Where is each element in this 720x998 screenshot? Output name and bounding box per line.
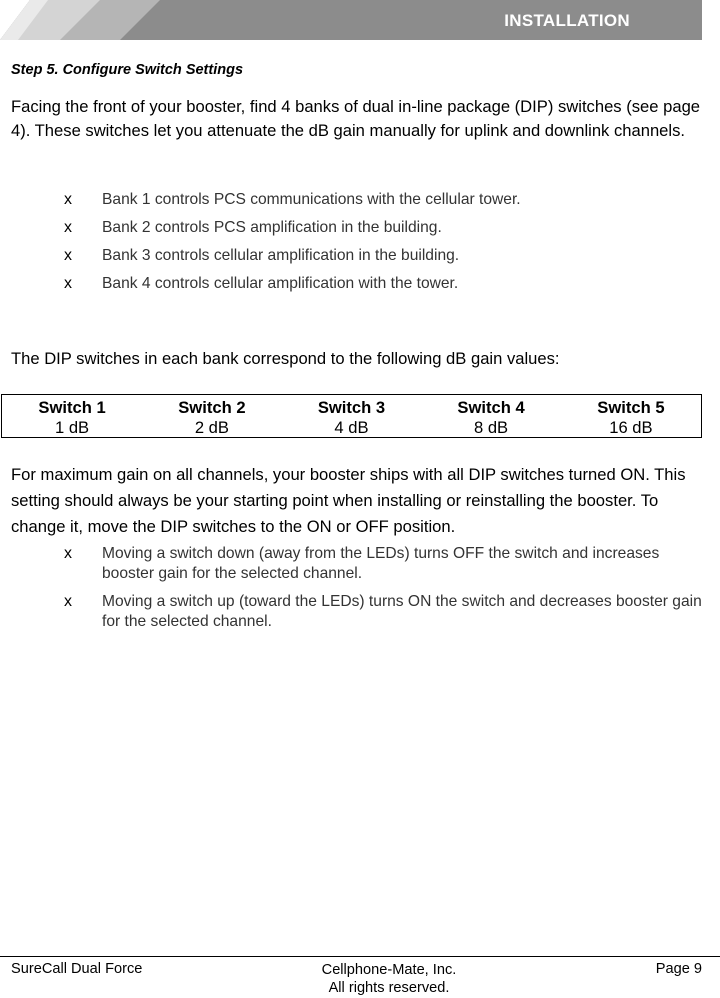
page-number: Page 9 — [655, 961, 702, 977]
table-cell: 2 dB — [194, 417, 229, 437]
list-item — [0, 218, 720, 246]
footer-company — [264, 961, 514, 997]
table-header-cell: Switch 3 — [317, 397, 386, 417]
table-cell: 4 dB — [334, 417, 369, 437]
bullet-text: Moving a switch down (away from the LEDs) turns OFF the switch and increases booster gain for the selected channel. — [102, 545, 660, 582]
table-header-row — [2, 395, 702, 418]
intro-paragraph: Facing the front of your booster, find 4 banks of dual in-line package (DIP) switches (see page 4). These switches let you attenuate the dB gain manually for uplink and downlink channels. — [11, 97, 701, 140]
bullet-mark: x — [64, 247, 72, 264]
bullet-mark: x — [64, 275, 72, 292]
step-title: Step 5. Configure Switch Settings — [11, 62, 244, 78]
footer-product: SureCall Dual Force — [11, 961, 143, 977]
table-header-cell: Switch 5 — [597, 397, 665, 417]
bullet-text: Moving a switch up (toward the LEDs) turns ON the switch and decreases booster gain for the selected channel. — [102, 593, 702, 630]
list-item — [0, 246, 720, 274]
table-intro: The DIP switches in each bank correspond to the following dB gain values: — [11, 349, 560, 368]
bullet-mark: x — [64, 545, 72, 562]
bullet-mark: x — [64, 593, 72, 610]
table-cell: 1 dB — [54, 417, 90, 437]
table-cell: 16 dB — [609, 417, 653, 437]
list-item — [0, 592, 720, 632]
bank-bullet-list — [0, 190, 720, 302]
table-header-cell: Switch 4 — [457, 397, 525, 417]
bullet-text: Bank 1 controls PCS communications with the cellular tower. — [102, 191, 521, 208]
list-item — [0, 544, 720, 584]
table-header-cell: Switch 1 — [38, 397, 106, 417]
list-item — [0, 274, 720, 302]
gain-table — [1, 394, 702, 438]
bullet-text: Bank 2 controls PCS amplification in the building. — [102, 219, 442, 236]
company-name: Cellphone-Mate, Inc. — [321, 962, 457, 978]
header-banner — [0, 0, 702, 40]
footer-divider — [0, 956, 720, 957]
switch-position-list — [0, 544, 720, 640]
list-item — [0, 190, 720, 218]
max-gain-paragraph: For maximum gain on all channels, your booster ships with all DIP switches turned ON. This setting should always be your starting point when installing or reinstalling the booster. To change it, move the DIP switches to the ON or OFF position. — [11, 465, 686, 536]
bullet-text: Bank 3 controls cellular amplification in the building. — [102, 247, 460, 264]
rights-notice: All rights reserved. — [328, 980, 450, 996]
table-row — [2, 417, 702, 437]
bullet-mark: x — [64, 191, 72, 208]
section-title: INSTALLATION — [504, 11, 630, 30]
bullet-text: Bank 4 controls cellular amplification with the tower. — [102, 275, 459, 292]
bullet-mark: x — [64, 219, 72, 236]
table-cell: 8 dB — [473, 417, 509, 437]
table-header-cell: Switch 2 — [178, 397, 246, 417]
